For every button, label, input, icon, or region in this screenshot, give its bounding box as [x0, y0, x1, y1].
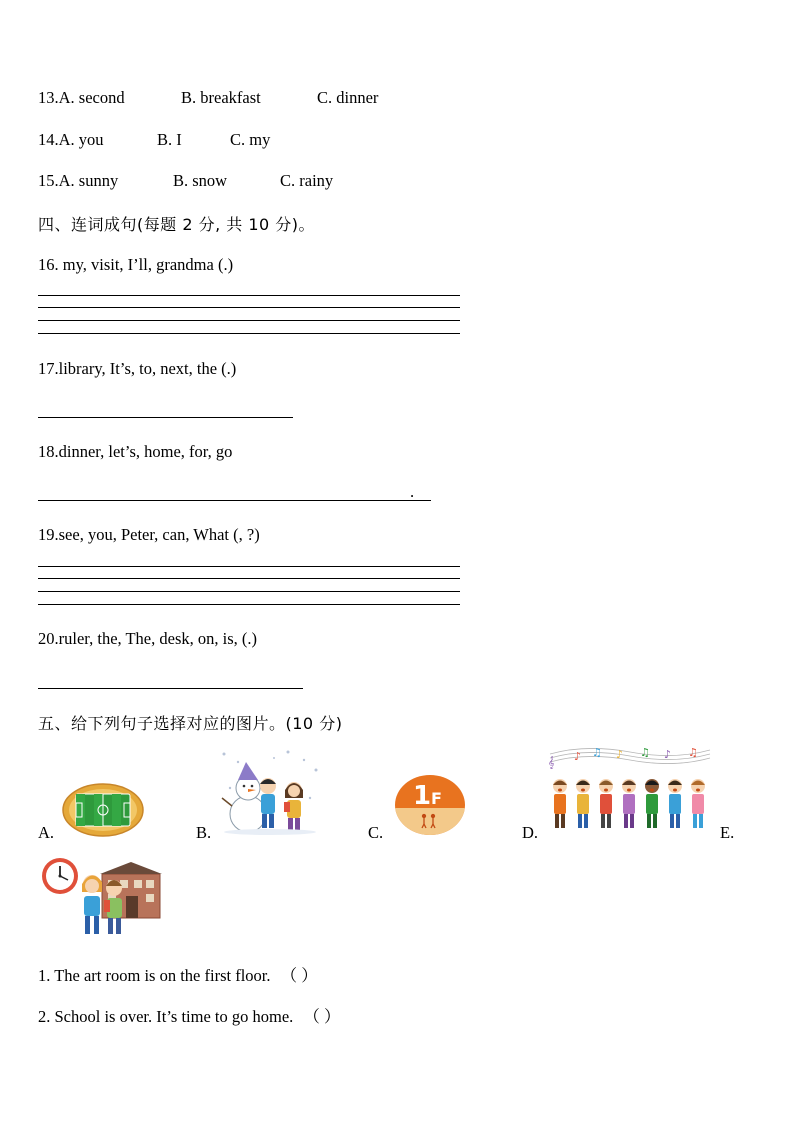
floor-letter: F	[431, 789, 442, 808]
answer-bracket[interactable]: （ ）	[303, 1007, 341, 1026]
option-b: B. snow	[173, 171, 228, 190]
option-label-b: B.	[196, 823, 212, 842]
music-note-icon: ♫	[688, 746, 698, 759]
option-label-e: E.	[720, 823, 735, 842]
music-note-icon: ♪	[574, 750, 582, 763]
sentence-text: 2. School is over. It’s time to go home.	[38, 1007, 294, 1026]
option-b: B. breakfast	[181, 88, 261, 107]
option-label-a: A.	[38, 823, 55, 842]
option-a: A. second	[58, 88, 125, 107]
option-c: C. my	[230, 130, 271, 149]
answer-line[interactable]	[38, 604, 460, 605]
treble-clef-icon: 𝄞	[548, 756, 555, 769]
option-b: B. I	[157, 130, 182, 149]
stadium-image	[62, 782, 144, 838]
question-18: 18.dinner, let’s, home, for, go	[38, 442, 233, 461]
answer-line[interactable]	[38, 578, 460, 579]
question-17: 17.library, It’s, to, next, the (.)	[38, 359, 237, 378]
sentence-2	[38, 1003, 341, 1027]
question-16: 16. my, visit, I’ll, grandma (.)	[38, 255, 234, 274]
question-number: 15.	[38, 171, 59, 190]
question-number: 13.	[38, 88, 59, 107]
going-home-image	[40, 856, 162, 940]
answer-line[interactable]	[38, 566, 460, 567]
answer-line[interactable]	[38, 307, 460, 308]
singing-children-image	[546, 744, 714, 838]
music-note-icon: ♫	[640, 746, 650, 759]
answer-line[interactable]	[38, 500, 431, 501]
answer-line[interactable]	[38, 417, 293, 418]
sentence-text: 1. The art room is on the first floor.	[38, 966, 271, 985]
answer-line[interactable]	[38, 320, 460, 321]
option-c: C. rainy	[280, 171, 334, 190]
music-note-icon: ♪	[616, 748, 624, 761]
answer-line[interactable]	[38, 688, 303, 689]
answer-line[interactable]	[38, 295, 460, 296]
option-label-c: C.	[368, 823, 384, 842]
question-14	[38, 130, 104, 150]
answer-bracket[interactable]: （ ）	[280, 966, 318, 985]
question-15	[38, 171, 118, 191]
section-5-heading: 五、给下列句子选择对应的图片。(10 分)	[38, 714, 343, 733]
option-c: C. dinner	[317, 88, 379, 107]
floor-digit: 1	[413, 781, 432, 811]
option-a: A. sunny	[58, 171, 119, 190]
music-note-icon: ♫	[592, 746, 602, 759]
option-a: A. you	[58, 130, 104, 149]
answer-line[interactable]	[38, 333, 460, 334]
answer-line[interactable]	[38, 591, 460, 592]
snowman-image	[218, 748, 322, 836]
music-note-icon: ♪	[664, 748, 672, 761]
question-20: 20.ruler, the, The, desk, on, is, (.)	[38, 629, 257, 648]
option-label-d: D.	[522, 823, 539, 842]
question-number: 14.	[38, 130, 59, 149]
section-4-heading: 四、连词成句(每题 2 分, 共 10 分)。	[38, 215, 316, 234]
sentence-period: .	[410, 482, 415, 501]
first-floor-badge-image	[394, 774, 466, 836]
sentence-1	[38, 962, 318, 986]
question-19: 19.see, you, Peter, can, What (, ?)	[38, 525, 260, 544]
question-13	[38, 88, 125, 108]
